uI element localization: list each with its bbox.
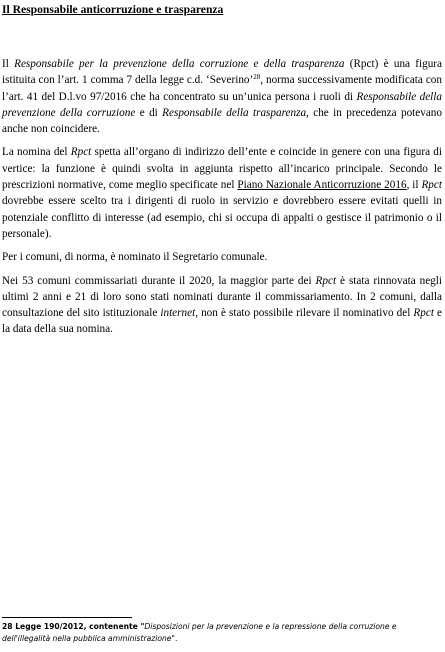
paragraph-municipalities [2, 249, 442, 265]
text-run: Il [2, 58, 15, 70]
footnote-reference[interactable]: 28 [253, 73, 261, 82]
text-run: è stata rinnovata negli ultimi 2 anni e 21 di loro sono stati nominati durante il commissariamento. In 2 comuni, dalla consultazione del sito istituzionale [2, 274, 442, 320]
paragraph-rpct-definition [2, 56, 442, 137]
italic-term: Rpct [70, 146, 92, 159]
italic-term: Responsabile della prevenzione della corruzione [2, 90, 442, 119]
italic-term: Rpct [413, 307, 434, 320]
footnote-label: 28 Legge 190/2012, contenente " [2, 622, 145, 631]
italic-term: Rpct [315, 274, 337, 287]
text-run: , non è stato possibile rilevare il nominativo del [195, 307, 414, 320]
italic-term: internet [160, 307, 196, 320]
text-run: e di [135, 106, 163, 119]
section-heading: Il Responsabile anticorruzione e trasparenza [2, 3, 224, 16]
text-run: , che in precedenza potevano anche non coincidere. [2, 106, 442, 136]
text-run: dovrebbe essere scelto tra i dirigenti di ruolo in servizio e dovrebbero essere evitati quelli in potenziale conflitto di interesse (ad esempio, chi si occupa di appalti o gestisce il patrimonio o il personale). [2, 195, 442, 240]
italic-term: Responsabile della trasparenza [162, 106, 307, 119]
footnote-italic-text: Disposizioni per la prevenzione e la repressione della corruzione e dell'illegalità nella pubblica amministrazione [2, 622, 397, 643]
italic-term: Responsabile per la prevenzione della corruzione e della trasparenza [14, 58, 345, 70]
footnote [2, 621, 440, 645]
italic-term: Rpct [421, 179, 442, 192]
text-run: (Rpct) è una figura istituita con l’art. 1 comma 7 della legge c.d. ‘Severino’ [2, 58, 442, 87]
footnote-end: ". [171, 634, 178, 643]
text-run: spetta all’organo di indirizzo dell’ente e coincide in genere con una figura di vertice: la funzione è quindi svolta in aggiunta rispetto all’incarico principale. Secondo le prescrizioni normative, come meglio specificate nel [2, 146, 442, 192]
footnote-separator [2, 617, 132, 618]
text-run: , norma successivamente modificata con l’art. 41 del D.l.vo 97/2016 che ha concentrato su un’unica persona i ruoli di [2, 74, 442, 103]
text-run: e la data della sua nomina. [2, 307, 442, 336]
text-run: Nei 53 comuni commissariati durante il 2020, la maggior parte dei [2, 274, 316, 287]
pna-2016-link[interactable]: Piano Nazionale Anticorruzione 2016 [237, 179, 407, 192]
text-run: , il [406, 179, 422, 192]
body-text [2, 56, 442, 345]
paragraph-commissioned-municipalities [2, 273, 442, 338]
paragraph-nomination [2, 144, 442, 242]
text-run: Per i comuni, di norma, è nominato il Segretario comunale. [2, 251, 268, 264]
text-run: La nomina del [2, 146, 71, 159]
